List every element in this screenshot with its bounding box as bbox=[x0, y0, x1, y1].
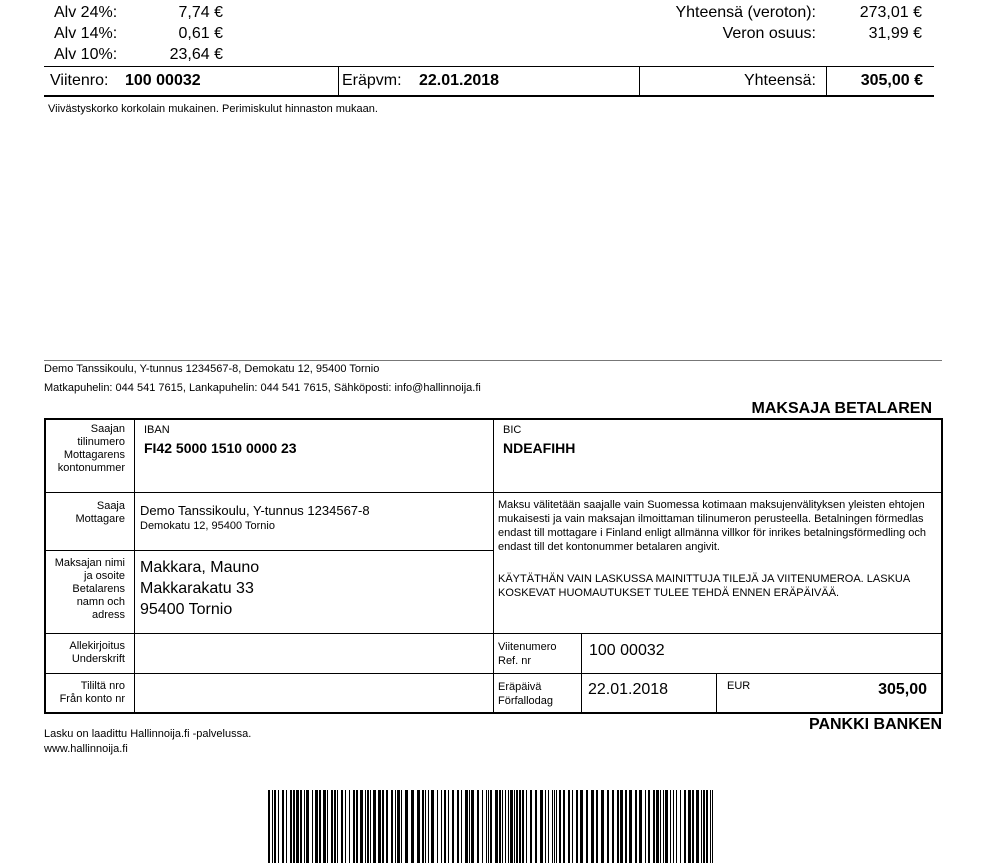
slip-separator bbox=[44, 360, 942, 361]
company-contact: Matkapuhelin: 044 541 7615, Lankapuhelin: 044 541 7615, Sähköposti: info@hallinnoija.fi bbox=[44, 382, 481, 394]
slip-due-label: Eräpäivä Förfallodag bbox=[498, 681, 554, 707]
slip-eur-rule bbox=[716, 673, 717, 713]
slip-due-value: 22.01.2018 bbox=[588, 681, 669, 698]
payment-barcode bbox=[268, 790, 716, 863]
summary-bottom-rule bbox=[44, 95, 934, 97]
slip-ref-label: Viitenumero Ref. nr bbox=[498, 641, 557, 667]
slip-amount-value: 305,00 bbox=[878, 681, 927, 698]
slip-row-rule-4 bbox=[44, 673, 943, 674]
payer-city: 95400 Tornio bbox=[140, 601, 233, 618]
from-account-field[interactable] bbox=[136, 676, 491, 711]
net-total-label: Yhteensä (veroton): bbox=[675, 4, 816, 21]
account-label: Saajan tilinumero Mottagarens kontonummer bbox=[57, 423, 125, 474]
tax-share-label: Veron osuus: bbox=[722, 25, 816, 42]
summary-divider-2 bbox=[639, 66, 640, 96]
from-account-label: Tililtä nro Från konto nr bbox=[59, 680, 125, 705]
slip-label-column-rule bbox=[134, 418, 135, 713]
summary-total-label: Yhteensä: bbox=[743, 72, 816, 89]
summary-ref-value: 100 00032 bbox=[125, 72, 201, 89]
net-total-value: 273,01 € bbox=[859, 4, 922, 21]
recipient-name: Demo Tanssikoulu, Y-tunnus 1234567-8 bbox=[140, 503, 370, 518]
bank-header: PANKKI BANKEN bbox=[808, 716, 942, 733]
slip-ref-value: 100 00032 bbox=[589, 642, 665, 659]
vat-10-label: Alv 10%: bbox=[54, 46, 118, 63]
summary-ref-label: Viitenro: bbox=[50, 72, 109, 89]
payment-terms-info: Maksu välitetään saajalle vain Suomessa kotimaan maksujenvälityksen yleisten ehtojen mukaisesti ja vain maksajan ilmoittaman tilinumeron perusteella. Betalningen förmedlas endast till mottagare i Finland enligt allmänna villkor för inrikes betalningsförmedling och endast till det kontonummer betalaren angivit. bbox=[498, 499, 926, 553]
summary-divider-3 bbox=[826, 66, 827, 96]
vat-24-label: Alv 24%: bbox=[54, 4, 118, 21]
payer-street: Makkarakatu 33 bbox=[140, 580, 254, 597]
footer-website: www.hallinnoija.fi bbox=[44, 743, 128, 755]
company-address: Demo Tanssikoulu, Y-tunnus 1234567-8, Demokatu 12, 95400 Tornio bbox=[44, 363, 380, 375]
summary-divider-1 bbox=[338, 66, 339, 96]
vat-14-value: 0,61 € bbox=[178, 25, 223, 42]
terms-note: Viivästyskorko korkolain mukainen. Perimiskulut hinnaston mukaan. bbox=[48, 103, 378, 115]
vat-24-value: 7,74 € bbox=[178, 4, 223, 21]
recipient-label: Saaja Mottagare bbox=[75, 500, 125, 525]
payer-header: MAKSAJA BETALAREN bbox=[751, 400, 932, 417]
summary-top-rule bbox=[44, 66, 934, 67]
summary-due-label: Eräpvm: bbox=[342, 72, 402, 89]
slip-row-rule-2 bbox=[44, 550, 494, 551]
signature-field[interactable] bbox=[136, 636, 491, 671]
currency-label: EUR bbox=[727, 680, 751, 692]
slip-middle-rule bbox=[493, 418, 494, 713]
payer-label: Maksajan nimi ja osoite Betalarens namn och adress bbox=[54, 557, 125, 621]
bic-value: NDEAFIHH bbox=[503, 440, 576, 456]
slip-row-rule-1 bbox=[44, 492, 943, 493]
slip-ref-value-rule bbox=[581, 633, 582, 713]
iban-value: FI42 5000 1510 0000 23 bbox=[144, 440, 297, 456]
tax-share-value: 31,99 € bbox=[868, 25, 922, 42]
footer-service-note: Lasku on laadittu Hallinnoija.fi -palvelussa. bbox=[44, 728, 252, 740]
payment-remarks-info: KÄYTÄTHÄN VAIN LASKUSSA MAINITTUJA TILEJÄ JA VIITENUMEROA. LASKUA KOSKEVAT HUOMAUTUKSET TULEE TEHDÄ ENNEN ERÄPÄIVÄÄ. bbox=[498, 573, 910, 599]
iban-label: IBAN bbox=[144, 424, 170, 436]
recipient-address: Demokatu 12, 95400 Tornio bbox=[140, 520, 275, 532]
vat-14-label: Alv 14%: bbox=[54, 25, 118, 42]
bic-label: BIC bbox=[503, 424, 522, 436]
signature-label: Allekirjoitus Underskrift bbox=[69, 640, 125, 665]
payer-name: Makkara, Mauno bbox=[140, 559, 260, 576]
vat-10-value: 23,64 € bbox=[169, 46, 223, 63]
summary-due-value: 22.01.2018 bbox=[419, 72, 500, 89]
slip-row-rule-3 bbox=[44, 633, 943, 634]
summary-total-value: 305,00 € bbox=[860, 72, 923, 89]
